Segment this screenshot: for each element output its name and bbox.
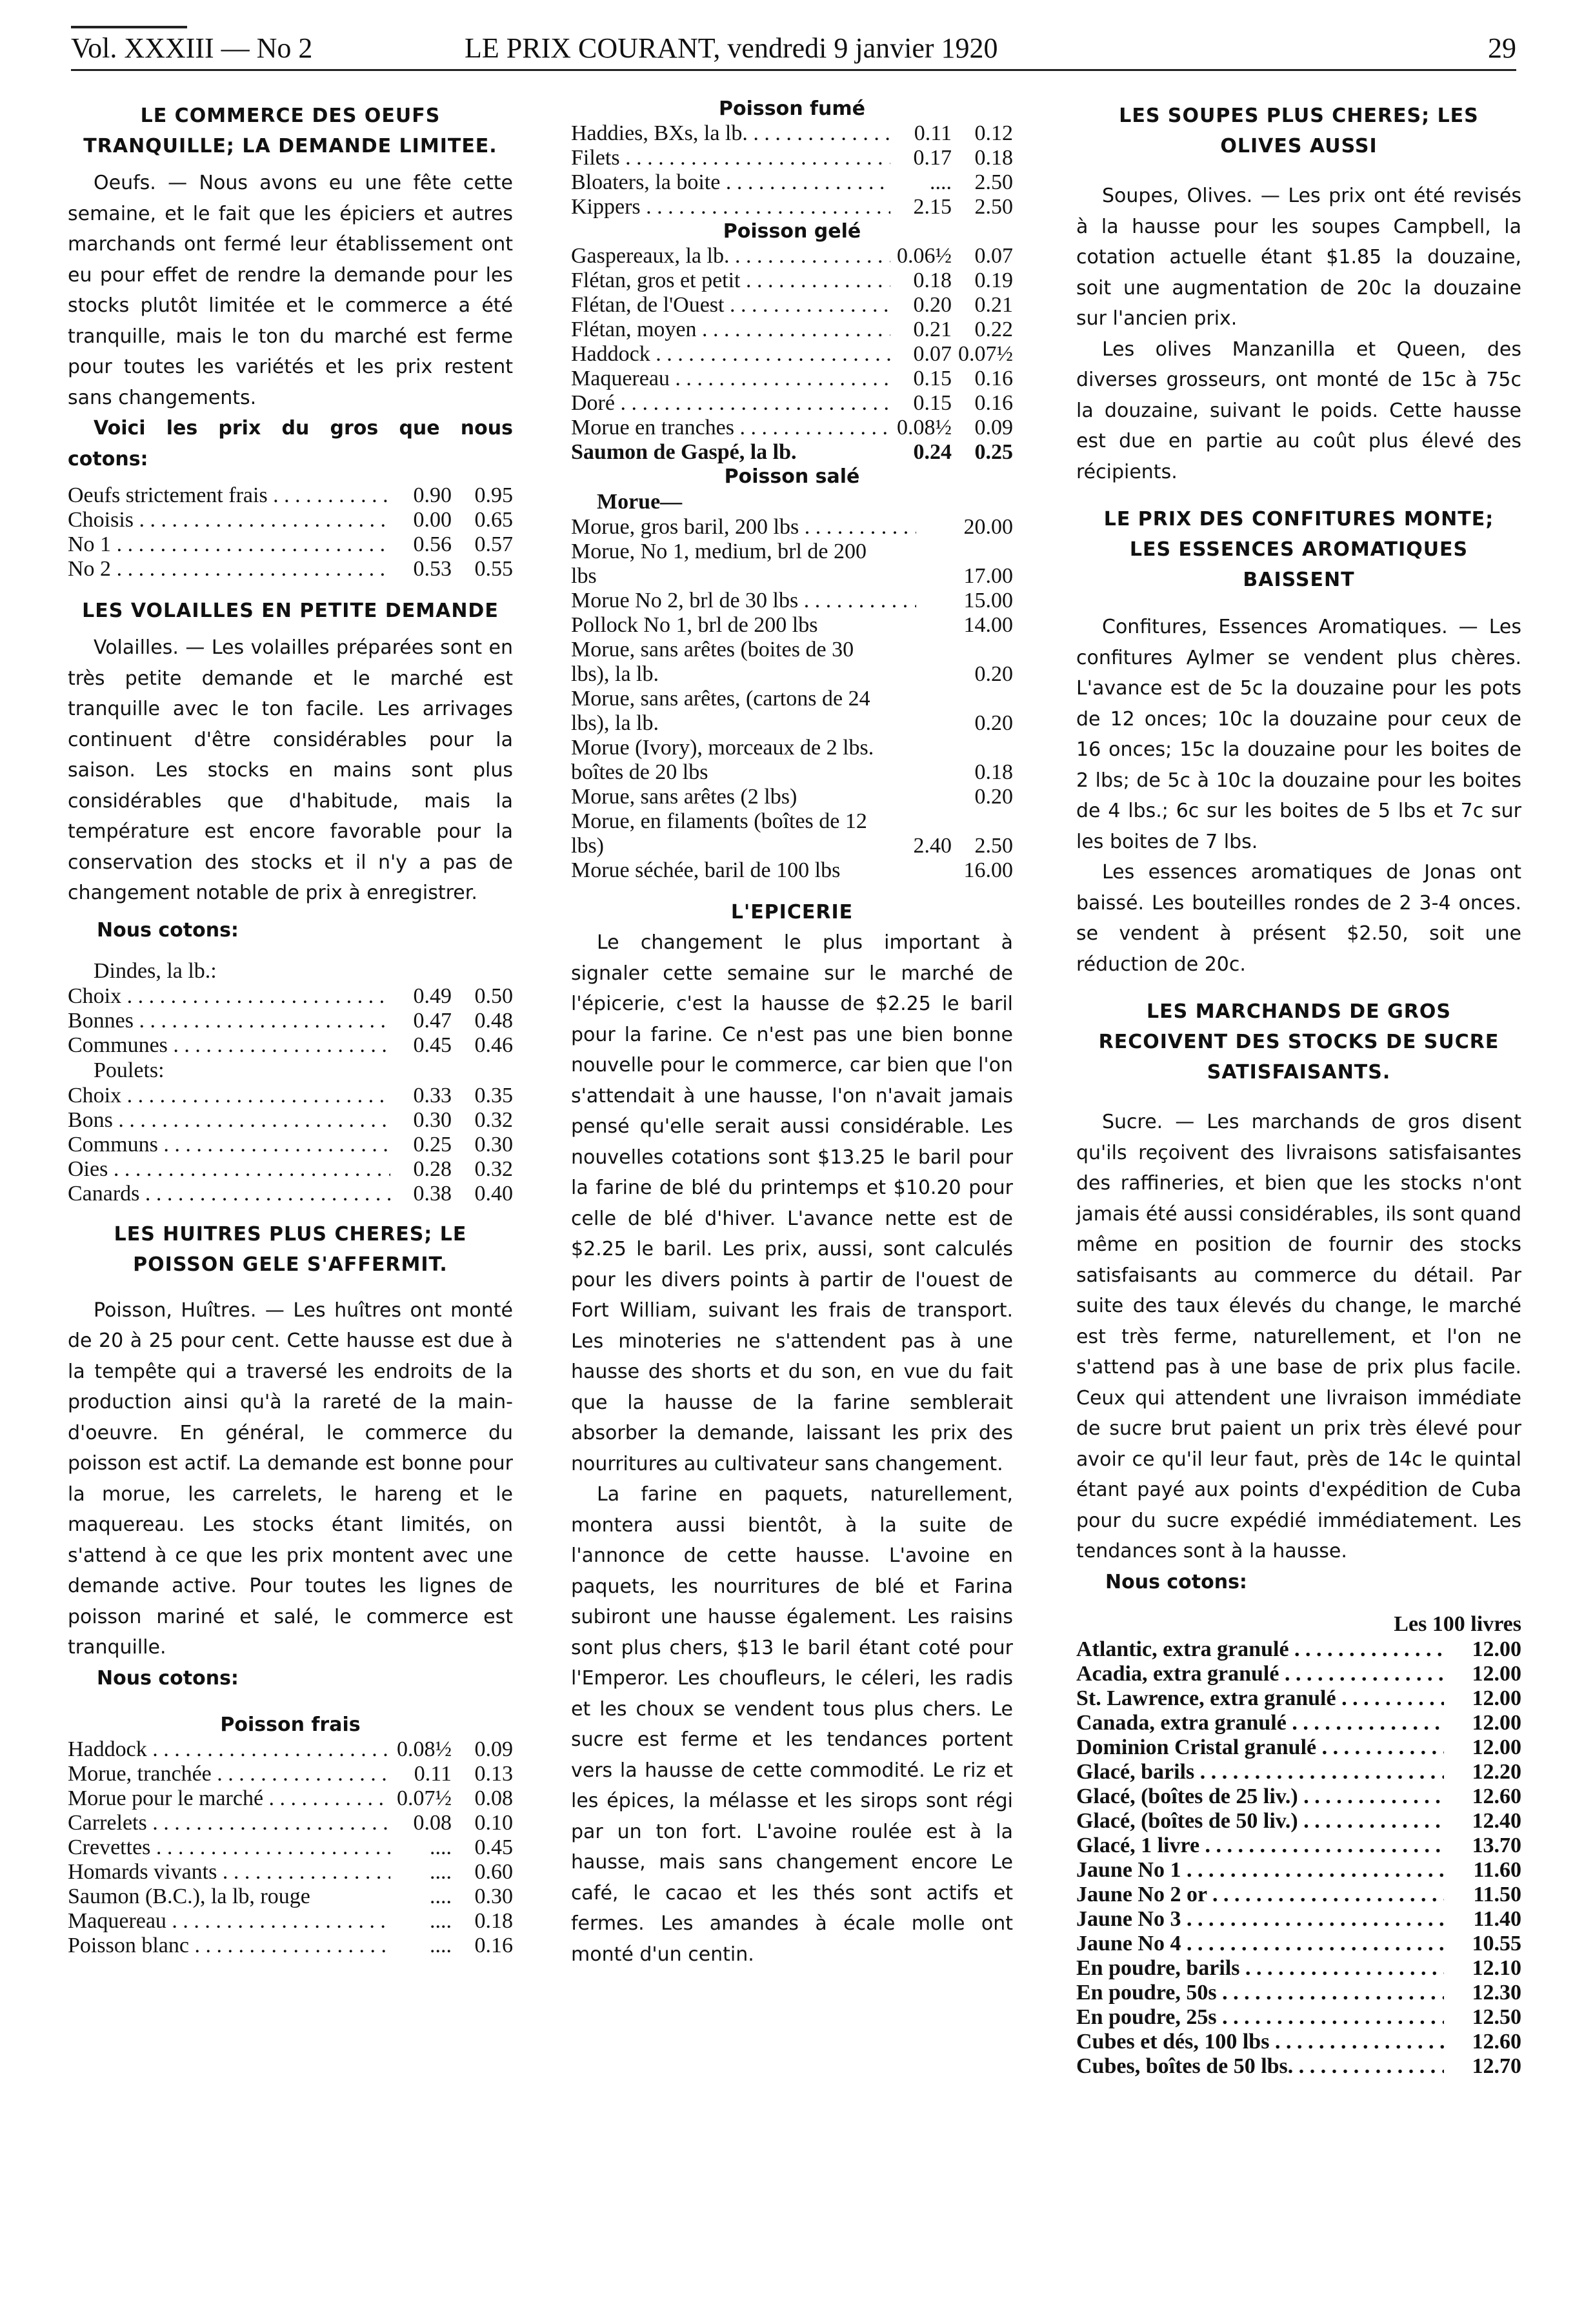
table-row: Atlantic, extra granulé . . . 12.00 [1076,1637,1521,1662]
poisson-sale-table [571,515,1013,883]
epicerie-paragraph-1: Le changement le plus important à signaler cette semaine sur le marché de l'épicerie, c'est la hausse de $2.25 le baril pour la farine. Ce n'est pas une bien bonne nouvelle pour le commerce, car bien que l'on s'attendait à une hausse, l'on n'avait jamais pensé qu'elle serait aussi considérable. Les nouvelles cotations sont $13.25 le baril pour la farine de blé du printemps et $10.20 pour celle de blé d'hiver. L'avance nette est de $2.25 le baril. Les prix, aussi, sont calculés pour les divers points à partir de l'ouest de Fort William, suivant les frais de transport. Les minoteries ne s'attendent pas à une hausse des shorts et du son, en vue du fait que la hausse de la farine semblerait absorber la demande, laissant les prix des nourritures au cultivateur sans changement. [571,931,1013,1475]
soupes-paragraph-2: Les olives Manzanilla et Queen, des diverses grosseurs, ont monté de 15c à 75c la douzaine, suivant le poids. Cette hausse est due en partie au coût plus élevé des récipients. [1076,338,1521,483]
huitres-headline: LES HUITRES PLUS CHERES; LE POISSON GELE S'AFFERMIT. [114,1222,467,1276]
confitures-paragraph-1: Confitures, Essences Aromatiques. — Les confitures Aylmer se vendent plus chères. L'avance est de 5c la douzaine pour les pots de 12 onces; 10c la douzaine pour ceux de 16 onces; 15c la douzaine pour les boites de 2 lbs; de 5c à 10c la douzaine pour les boites de 4 lbs.; 6c sur les boites de 5 lbs et 7c sur les boites de 7 lbs. [1076,616,1521,853]
table-row: No 2 . . . 0.53 0.55 [68,557,513,581]
column-3 [1076,97,1521,2079]
confitures-headline: LE PRIX DES CONFITURES MONTE; LES ESSENCES AROMATIQUES BAISSENT [1103,508,1494,591]
table-row: Morue, No 1, medium, brl de 200 lbs 17.00 [571,540,1013,588]
table-row: Bloaters, la boite . . . .... 2.50 [571,170,1013,195]
table-row: Doré . . . 0.15 0.16 [571,391,1013,416]
table-row: Morue pour le marché . . . 0.07½ 0.08 [68,1786,513,1811]
table-row: St. Lawrence, extra granulé . . . 12.00 [1076,1686,1521,1711]
table-row: Pollock No 1, brl de 200 lbs 14.00 [571,613,1013,637]
table-row: Kippers . . . 2.15 2.50 [571,195,1013,219]
oeufs-price-table [68,483,513,581]
table-row: Glacé, 1 livre . . . 13.70 [1076,1834,1521,1858]
table-row: Morue, sans arêtes, (cartons de 24 lbs), la lb. 0.20 [571,687,1013,735]
table-row: Morue (Ivory), morceaux de 2 lbs. boîtes de 20 lbs 0.18 [571,736,1013,784]
huitres-cotons-label: Nous cotons: [97,1666,239,1690]
poisson-fume-heading: Poisson fumé [718,97,866,120]
table-row: Morue, tranchée . . . 0.11 0.13 [68,1762,513,1786]
oeufs-headline: LE COMMERCE DES OEUFS TRANQUILLE; LA DEMANDE LIMITEE. [83,105,497,157]
epicerie-headline: L'EPICERIE [730,901,854,924]
sucre-cotons-label: Nous cotons: [1105,1570,1247,1593]
page-number: 29 [1488,32,1516,64]
volailles-paragraph: Volailles. — Les volailles préparées sont en très petite demande et le marché est tranquille avec le ton facile. Les arrivages continuent d'être considérables pour la saison. Les stocks en mains sont plus considérables que d'habitude, mais la température est encore favorable pour la conservation des stocks et il n'y a pas de changement notable de prix à enregistrer. [68,636,513,904]
table-row: Choix . . . 0.33 0.35 [68,1084,513,1108]
table-row: Jaune No 3 . . . 11.40 [1076,1907,1521,1932]
poisson-gele-table [571,244,1013,465]
table-row: Communes . . . 0.45 0.46 [68,1033,513,1058]
sucre-table-header: Les 100 livres [1394,1612,1521,1636]
huitres-paragraph: Poisson, Huîtres. — Les huîtres ont monté de 20 à 25 pour cent. Cette hausse est due à la tempête qui a traversé les endroits de la production ainsi qu'à la rareté de la main-d'oeuvre. En général, le commerce du poisson est actif. La demande est bonne pour la morue, les carrelets, le hareng et le maquereau. Les stocks étant limités, on s'attend à ce que les prix montent avec une demande active. Pour toutes les lignes de poisson mariné et salé, le commerce est tranquille. [68,1298,513,1659]
confitures-paragraph-2: Les essences aromatiques de Jonas ont baissé. Les bouteilles rondes de 2 3-4 onces. se vendent à présent $2.50, soit une réduction de 20c. [1076,861,1521,976]
poisson-sale-heading: Poisson salé [724,465,860,488]
table-row: Filets . . . 0.17 0.18 [571,146,1013,170]
table-row: Choisis . . . 0.00 0.65 [68,508,513,532]
table-row: Acadia, extra granulé . . . 12.00 [1076,1662,1521,1686]
table-row: En poudre, 50s . . . 12.30 [1076,1981,1521,2005]
table-row: Flétan, de l'Ouest . . . 0.20 0.21 [571,293,1013,318]
table-row: Saumon de Gaspé, la lb. 0.24 0.25 [571,440,1013,464]
soupes-headline: LES SOUPES PLUS CHERES; LES OLIVES AUSSI [1119,105,1479,157]
table-row: Haddock . . . 0.08½ 0.09 [68,1737,513,1762]
table-row: Canards . . . 0.38 0.40 [68,1182,513,1206]
table-row: Glacé, (boîtes de 25 liv.) . . . 12.60 [1076,1784,1521,1809]
table-row: Cubes et dés, 100 lbs . . . 12.60 [1076,2030,1521,2054]
table-row: Oeufs strictement frais . . . 0.90 0.95 [68,483,513,508]
table-row: Saumon (B.C.), la lb, rouge .... 0.30 [68,1884,513,1908]
table-row: Flétan, gros et petit . . . 0.18 0.19 [571,268,1013,293]
table-row: Glacé, (boîtes de 50 liv.) . . . 12.40 [1076,1809,1521,1834]
table-row: Morue, en filaments (boîtes de 12 lbs) 2.40 2.50 [571,809,1013,858]
dindes-label: Dindes, la lb.: [94,958,217,983]
dindes-price-table [68,984,513,1058]
sucre-headline: LES MARCHANDS DE GROS RECOIVENT DES STOCKS DE SUCRE SATISFAISANTS. [1098,1000,1499,1084]
poulets-label: Poulets: [94,1058,165,1082]
table-row: Maquereau . . . .... 0.18 [68,1909,513,1934]
table-row: En poudre, 25s . . . 12.50 [1076,2005,1521,2030]
newspaper-title: LE PRIX COURANT, vendredi 9 janvier 1920 [465,32,998,64]
poisson-gele-heading: Poisson gelé [723,220,861,243]
table-row: Morue en tranches . . . 0.08½ 0.09 [571,416,1013,440]
table-row: Choix . . . 0.49 0.50 [68,984,513,1009]
volailles-cotons-label: Nous cotons: [97,918,239,942]
table-row: Carrelets . . . 0.08 0.10 [68,1811,513,1835]
table-row: Bonnes . . . 0.47 0.48 [68,1009,513,1033]
table-row: Gaspereaux, la lb. . . . 0.06½ 0.07 [571,244,1013,268]
table-row: Jaune No 2 or . . . 11.50 [1076,1883,1521,1907]
column-2 [571,97,1013,1970]
table-row: Morue, gros baril, 200 lbs . . . 20.00 [571,515,1013,540]
poisson-frais-heading: Poisson frais [220,1713,361,1736]
table-row: Morue No 2, brl de 30 lbs . . . 15.00 [571,589,1013,613]
volailles-headline: LES VOLAILLES EN PETITE DEMANDE [82,600,499,622]
volume-number: Vol. XXXIII — No 2 [71,32,313,64]
table-row: Glacé, barils . . . 12.20 [1076,1760,1521,1784]
oeufs-cotons-text: Voici les prix du gros que nous cotons: [68,417,513,470]
table-row: Canada, extra granulé . . . 12.00 [1076,1711,1521,1735]
table-row: Bons . . . 0.30 0.32 [68,1108,513,1133]
table-row: Maquereau . . . 0.15 0.16 [571,367,1013,391]
table-row: Haddies, BXs, la lb. . . . 0.11 0.12 [571,121,1013,146]
table-row: Oies . . . 0.28 0.32 [68,1157,513,1182]
table-row: Communs . . . 0.25 0.30 [68,1133,513,1157]
soupes-paragraph-1: Soupes, Olives. — Les prix ont été revisés à la hausse pour les soupes Campbell, la cotation actuelle étant $1.85 la douzaine, soit une augmentation de 20c la douzaine sur l'ancien prix. [1076,185,1521,330]
table-row: Morue séchée, baril de 100 lbs 16.00 [571,858,1013,882]
table-row: En poudre, barils . . . 12.10 [1076,1956,1521,1981]
table-row: Crevettes . . . .... 0.45 [68,1835,513,1860]
sucre-price-table [1076,1637,1521,2079]
table-row: Homards vivants . . . .... 0.60 [68,1860,513,1884]
poisson-fume-table [571,121,1013,219]
morue-label: Morue— [597,490,683,514]
sucre-paragraph: Sucre. — Les marchands de gros disent qu'ils reçoivent des livraisons satisfaisantes des raffineries, et bien que les stocks n'ont jamais été aussi considérables, ils sont quand même en position de fournir des stocks satisfaisants au commerce du détail. Par suite des taux élevés du change, le marché est très ferme, naturellement, et l'on ne s'attend pas à une base de prix plus facile. Ceux qui attendent une livraison immédiate de sucre brut paient un prix très élevé pour avoir ce qu'il leur faut, près de 14c le quintal étant payé aux points d'expédition de Cuba pour du sucre expédié immédiatement. Les tendances sont à la hausse. [1076,1111,1521,1562]
table-row: Morue, sans arêtes (2 lbs) 0.20 [571,785,1013,809]
poulets-price-table [68,1084,513,1206]
table-row: Cubes, boîtes de 50 lbs. . . . 12.70 [1076,2054,1521,2079]
epicerie-paragraph-2: La farine en paquets, naturellement, montera aussi bientôt, à la suite de l'annonce de cette hausse. L'avoine en paquets, les nourritures de blé et Farina subiront une hausse également. Les raisins sont plus chers, $13 le baril étant coté pour l'Emperor. Les choufleurs, le céleri, les radis et les choux se vendent tous plus chers. Le sucre est ferme et les tendances portent vers la hausse de cette commodité. Le riz et les épices, la mélasse et les sirops sont régi par un ton fort. L'avoine roulée est à la hausse, mais sans changement encore Le café, le cacao et les thés sont actifs et fermes. Les amandes à écale molle ont monté d'un centin. [571,1483,1013,1966]
table-row: Jaune No 4 . . . 10.55 [1076,1932,1521,1956]
page-header [71,26,1516,71]
table-row: Flétan, moyen . . . 0.21 0.22 [571,318,1013,342]
table-row: Poisson blanc . . . .... 0.16 [68,1934,513,1958]
table-row: Jaune No 1 . . . 11.60 [1076,1858,1521,1883]
table-row: Haddock . . . 0.07 0.07½ [571,342,1013,367]
table-row: No 1 . . . 0.56 0.57 [68,532,513,557]
oeufs-paragraph: Oeufs. — Nous avons eu une fête cette semaine, et le fait que les épiciers et autres marchands ont fermé leur établissement ont eu pour effet de rendre la demande pour les stocks plutôt limitée et le commerce a été tranquille, mais le ton du marché est ferme pour toutes les variétés et les prix restent sans changements. [68,172,513,409]
table-row: Morue, sans arêtes (boites de 30 lbs), la lb. 0.20 [571,638,1013,686]
column-1 [68,97,513,1958]
table-row: Dominion Cristal granulé . . . 12.00 [1076,1735,1521,1760]
poisson-frais-table [68,1737,513,1958]
